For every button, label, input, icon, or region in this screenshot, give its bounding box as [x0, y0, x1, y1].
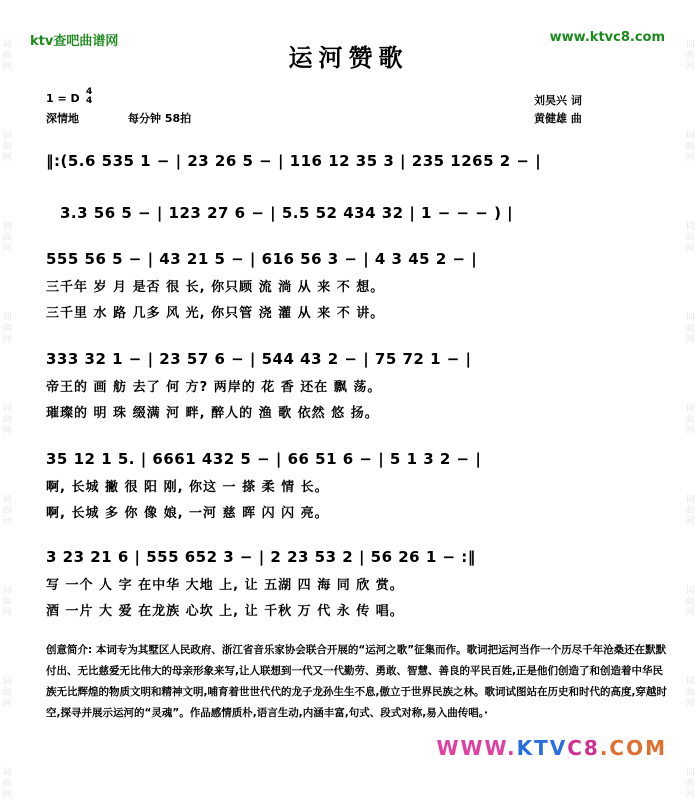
intro-text: 本词专为其墅区人民政府、浙江省音乐家协会联合开展的“运河之歌”征集而作。歌词把运河当作一个历尽千年沧桑还在默默付出、无比慈爱无比伟大的母亲形象来写,让人联想到一代又一代勤劳、勇敢、智慧、善良的平民百姓,正是他们创造了和创造着中华民族无比辉煌的物质文明和精神文明,哺育着世世代代的龙子龙孙生生不息,傲立于世界民族之林。歌词试图站在历史和时代的高度,穿越时空,探寻并展示运河的“灵魂”。作品感情质朴,语言生动,内涵丰富,句式、段式对称,易入曲传唱。·: [46, 644, 667, 719]
key-signature: 1 = D: [46, 92, 80, 105]
time-signature-denominator: 4: [86, 96, 93, 106]
side-watermark-left: 词曲网 词曲网 词曲网 词曲网 词曲网 词曲网 词曲网 词曲网 词曲网: [2, 40, 12, 800]
lyric-verse-1: 三千年 岁 月 是否 很 长, 你只顾 流 淌 从 来 不 想。: [46, 280, 385, 295]
side-watermark-right: 词曲网 词曲网 词曲网 词曲网 词曲网 词曲网 词曲网 词曲网 词曲网: [685, 40, 695, 800]
notation-line: 3.3 56 5 − | 123 27 6 − | 5.5 52 434 32 | 1 − − − ) |: [60, 204, 514, 222]
lyric-verse-2: 三千里 水 路 几多 风 光, 你只管 浇 灌 从 来 不 讲。: [46, 306, 385, 321]
lyric-verse-2: 璀璨的 明 珠 缀满 河 畔, 醉人的 渔 歌 依然 悠 扬。: [46, 406, 379, 421]
tempo-mark: 每分钟 58拍: [128, 112, 192, 125]
lyricist-credit: 刘昊兴 词: [534, 94, 582, 107]
notation-line: 35 12 1 5. | 6661 432 5 − | 66 51 6 − | 5 1 3 2 − |: [46, 450, 482, 468]
logo-part-c8: C8: [567, 736, 600, 760]
time-signature-numerator: 4: [86, 87, 93, 97]
creative-introduction: [46, 640, 668, 724]
logo-part-ktv: KTV: [516, 736, 568, 760]
lyric-verse-1: 帝王的 画 舫 去了 何 方? 两岸的 花 香 还在 飘 荡。: [46, 380, 382, 395]
composer-credit: 黄健雄 曲: [534, 112, 582, 125]
notation-line: 333 32 1 − | 23 57 6 − | 544 43 2 − | 75 72 1 − |: [46, 350, 472, 368]
logo-part-com: .COM: [599, 736, 667, 760]
logo-part-www: WWW.: [436, 736, 517, 760]
lyric-verse-2: 酒 一片 大 爱 在龙族 心坎 上, 让 千秋 万 代 永 传 唱。: [46, 604, 404, 619]
site-name-left: ktv查吧曲谱网: [30, 34, 119, 49]
notation-line: 555 56 5 − | 43 21 5 − | 616 56 3 − | 4 3 45 2 − |: [46, 250, 478, 268]
song-title: 运河赞歌: [288, 44, 409, 72]
site-url-right: www.ktvc8.com: [549, 30, 665, 45]
notation-line: 3 23 21 6 | 555 652 3 − | 2 23 53 2 | 56 26 1 − :‖: [46, 548, 476, 566]
notation-line: ‖:(5.6 535 1 − | 23 26 5 − | 116 12 35 3 | 235 1265 2 − |: [46, 152, 542, 170]
expression-mark: 深情地: [46, 112, 79, 125]
lyric-verse-1: 写 一个 人 字 在中华 大地 上, 让 五湖 四 海 同 欣 赏。: [46, 578, 404, 593]
lyric-verse-2: 啊, 长城 多 你 像 娘, 一河 慈 晖 闪 闪 亮。: [46, 506, 329, 521]
time-signature: [86, 88, 92, 106]
footer-site-logo: [436, 736, 667, 760]
lyric-verse-1: 啊, 长城 撇 很 阳 刚, 你这 一 搽 柔 情 长。: [46, 480, 329, 495]
intro-label: 创意简介:: [46, 644, 93, 656]
